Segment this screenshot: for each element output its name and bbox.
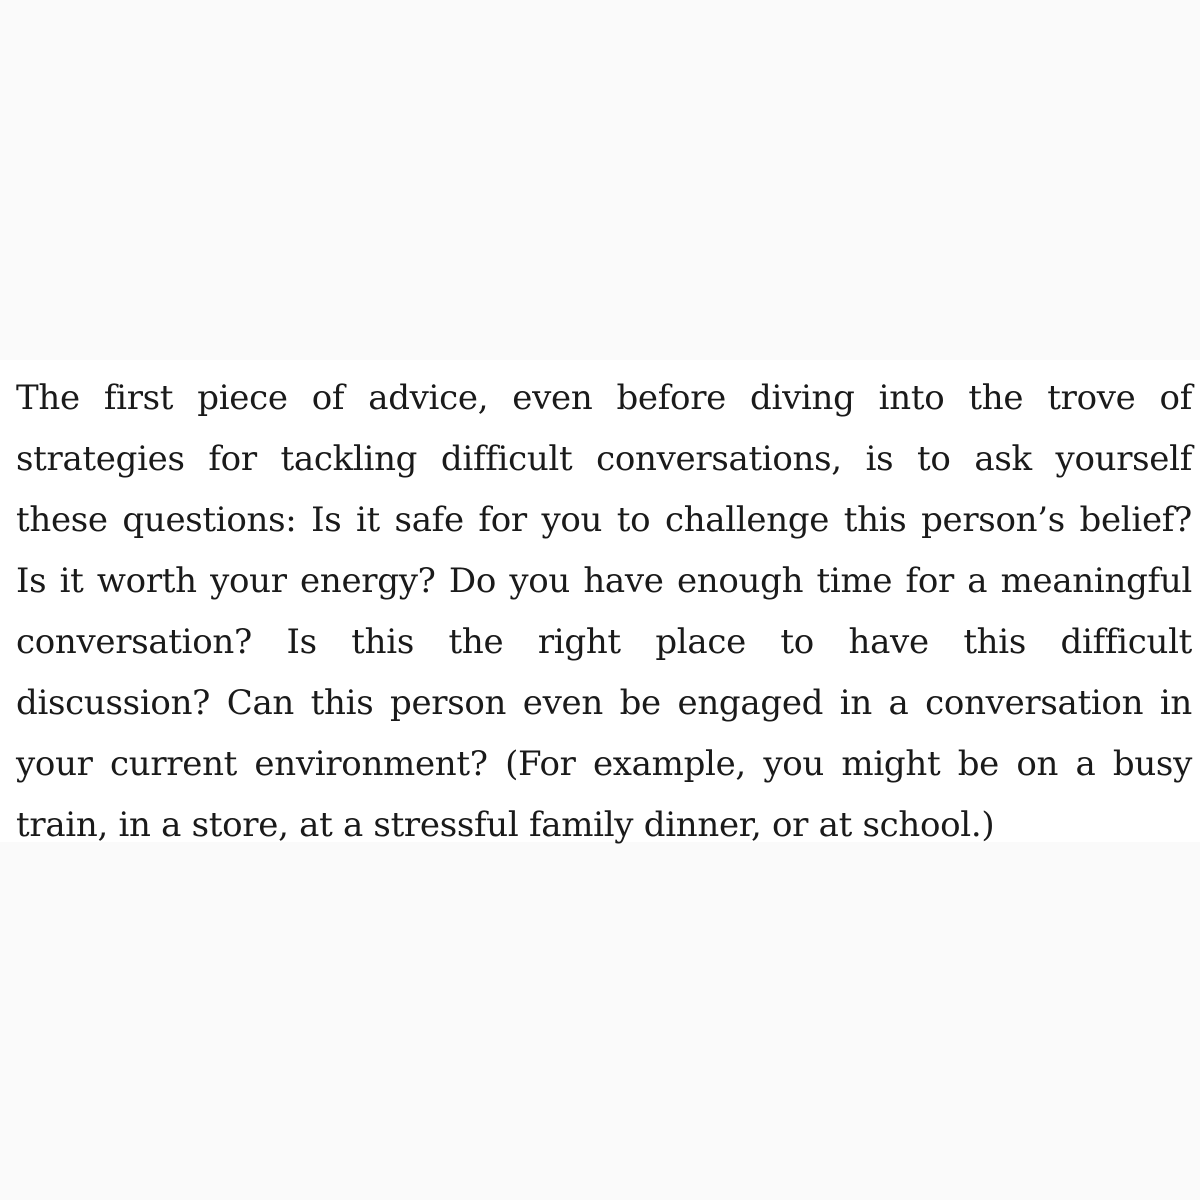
passage-line-6: discussion? Can this person even be engaged in a conversation in	[16, 683, 1192, 723]
passage-line-7: your current environment? (For example, you might be on a busy	[16, 744, 1192, 784]
passage-line-1: The first piece of advice, even before diving into the trove of	[16, 378, 1192, 418]
passage-text-block	[0, 360, 1200, 845]
passage-line-8: train, in a store, at a stressful family dinner, or at school.)	[16, 805, 995, 845]
passage-line-2: strategies for tackling difficult conversations, is to ask yourself	[16, 439, 1192, 479]
passage-line-4: Is it worth your energy? Do you have enough time for a meaningful	[16, 561, 1192, 601]
passage-line-3: these questions: Is it safe for you to challenge this person’s belief?	[16, 500, 1192, 540]
passage-line-5: conversation? Is this the right place to have this difficult	[16, 622, 1192, 662]
